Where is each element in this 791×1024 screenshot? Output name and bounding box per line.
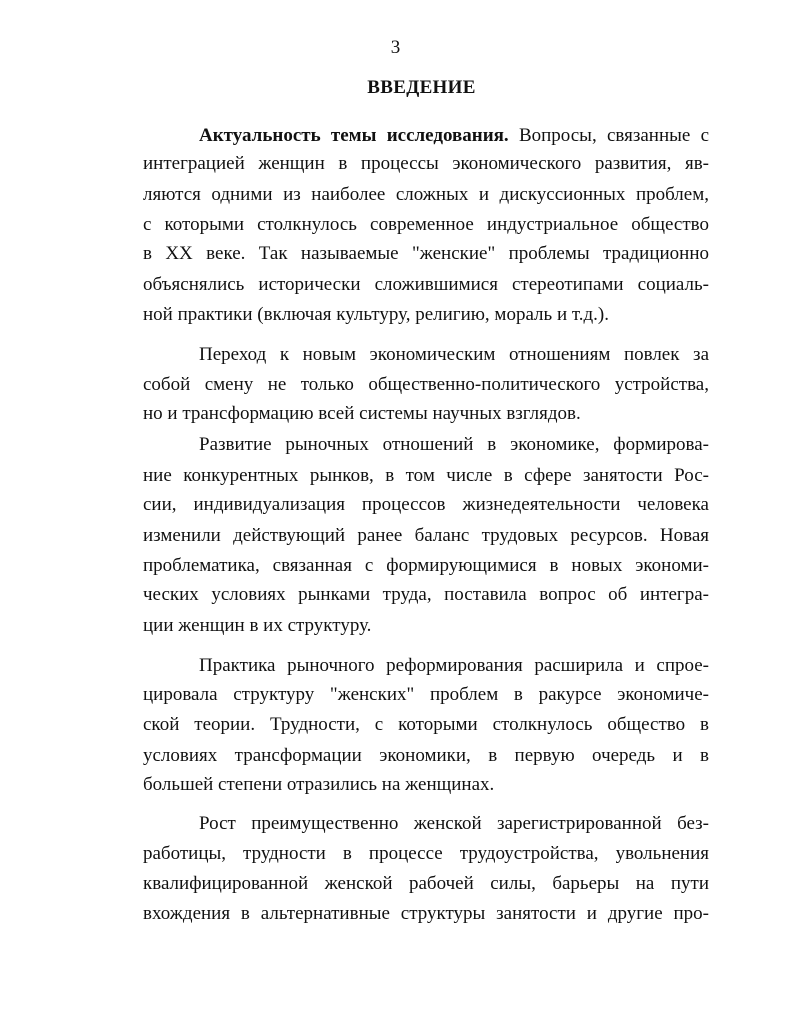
text-line: ляются одними из наиболее сложных и дискуссионных проблем,: [143, 184, 709, 205]
text-line: ской теории. Трудности, с которыми столкнулось общество в: [143, 714, 709, 735]
text-line: с которыми столкнулось современное индустриальное общество: [143, 214, 709, 235]
text-line: Практика рыночного реформирования расширила и спрое-: [199, 655, 709, 676]
text-line: сии, индивидуализация процессов жизнедеятельности человека: [143, 494, 709, 515]
text-line: ции женщин в их структуру.: [143, 615, 372, 636]
text-line: ной практики (включая культуру, религию, мораль и т.д.).: [143, 304, 609, 325]
text-line: но и трансформацию всей системы научных взглядов.: [143, 403, 581, 424]
text-line: ние конкурентных рынков, в том числе в сфере занятости Рос-: [143, 465, 709, 486]
text-line: условиях трансформации экономики, в первую очередь и в: [143, 745, 709, 766]
text-line: работицы, трудности в процессе трудоустройства, увольнения: [143, 843, 709, 864]
text-line: квалифицированной женской рабочей силы, барьеры на пути: [143, 873, 709, 894]
text-line: вхождения в альтернативные структуры занятости и другие про-: [143, 903, 709, 924]
page-number: 3: [390, 37, 401, 58]
text-line: Переход к новым экономическим отношениям повлек за: [199, 344, 709, 365]
text-line: Актуальность темы исследования. Вопросы, связанные с: [199, 125, 710, 146]
section-heading: ВВЕДЕНИЕ: [367, 77, 476, 98]
text-line: объяснялись исторически сложившимися стереотипами социаль-: [143, 274, 709, 295]
text-line: собой смену не только общественно-политического устройства,: [143, 374, 709, 395]
text-line: в XX веке. Так называемые "женские" проблемы традиционно: [143, 243, 709, 264]
text-line: ческих условиях рынками труда, поставила вопрос об интегра-: [143, 584, 709, 605]
text-line: проблематика, связанная с формирующимися в новых экономи-: [143, 555, 709, 576]
text-line: изменили действующий ранее баланс трудовых ресурсов. Новая: [143, 525, 709, 546]
text-line: Рост преимущественно женской зарегистрированной без-: [199, 813, 709, 834]
text-line: большей степени отразились на женщинах.: [143, 774, 495, 795]
paragraph-lead: Актуальность темы исследования.: [199, 125, 509, 146]
text-line: Развитие рыночных отношений в экономике, формирова-: [199, 434, 709, 455]
text-line: интеграцией женщин в процессы экономического развития, яв-: [143, 153, 709, 174]
text-line: цировала структуру "женских" проблем в ракурсе экономиче-: [143, 684, 709, 705]
